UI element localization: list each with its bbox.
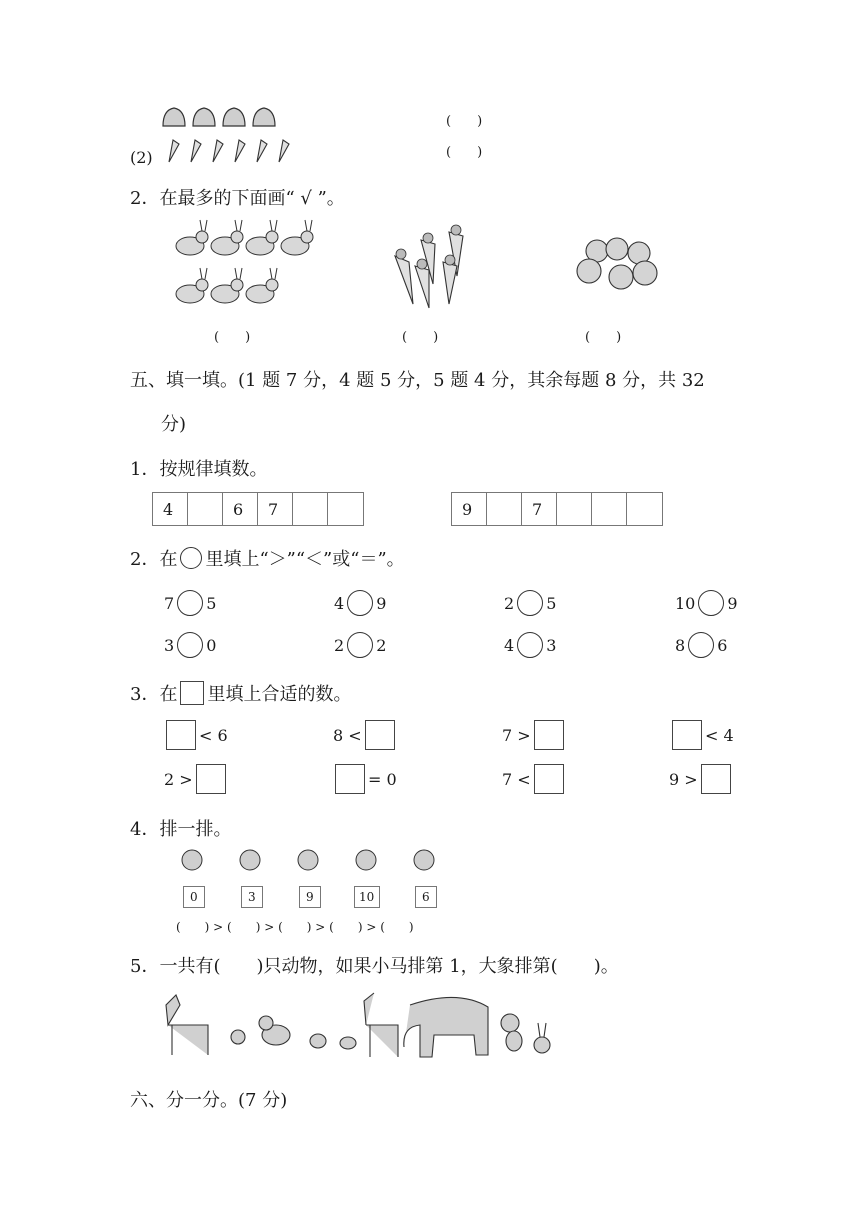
monkey-sign: 10 [354,886,380,908]
fill-item: 2 > [164,764,229,794]
question-3-title [130,680,351,706]
seq-cell[interactable] [556,492,592,526]
monkey-sign: 9 [299,886,321,908]
seq-cell[interactable] [187,492,223,526]
question-2-title-post: 里填上“＞”“＜”或“＝”。 [205,549,405,570]
monkey-sign: 0 [183,886,205,908]
label-2: (2) [130,148,153,167]
carrot-icon-group [385,226,485,316]
question-4-title: 4．排一排。 [130,819,232,840]
answer-box[interactable] [534,720,564,750]
answer-paren-apples[interactable]: ( ) [585,330,622,345]
answer-box[interactable] [534,764,564,794]
question-1-title: 1．按规律填数。 [130,459,268,480]
peach-icon-group [160,104,300,134]
question-2-title-pre: 2．在 [130,549,178,570]
compare-circle[interactable] [177,590,203,616]
compare-item: 2 2 [334,632,386,658]
monkey-sign: 3 [241,886,263,908]
seq-cell[interactable]: 9 [451,492,487,526]
question-3-title-post: 里填上合适的数。 [207,684,352,705]
circle-icon [180,547,202,569]
seq-cell[interactable] [327,492,364,526]
section-5-title: 五、填一填。(1 题 7 分，4 题 5 分，5 题 4 分，其余每题 8 分，共 32 [130,370,705,391]
monkey-icon [170,848,460,888]
question-2-title [130,545,405,571]
fill-item: < 6 [163,720,228,750]
compare-item: 10 9 [675,590,738,616]
answer-box[interactable] [701,764,731,794]
compare-item: 4 9 [334,590,386,616]
compare-circle[interactable] [347,632,373,658]
rabbit-icon-group [170,224,320,314]
section-6-title: 六、分一分。(7 分) [130,1090,288,1111]
apple-icon-group [575,237,665,297]
answer-box[interactable] [365,720,395,750]
answer-box[interactable] [335,764,365,794]
monkey-row [170,848,460,913]
compare-circle[interactable] [517,590,543,616]
seq-cell[interactable] [626,492,663,526]
carrot-icon-group [165,136,305,166]
compare-item: 4 3 [504,632,556,658]
compare-circle[interactable] [177,632,203,658]
seq-cell[interactable]: 6 [222,492,258,526]
paren-a[interactable]: ( ) [446,114,483,129]
answer-box[interactable] [672,720,702,750]
monkey-sign: 6 [415,886,437,908]
seq-cell[interactable]: 7 [257,492,293,526]
answer-paren-carrots[interactable]: ( ) [402,330,439,345]
sequence-row-a [152,492,364,526]
animal-lineup-icon [158,985,558,1065]
seq-cell[interactable] [486,492,522,526]
fill-item: 7 > [502,720,567,750]
answer-box[interactable] [196,764,226,794]
square-icon [180,681,204,705]
answer-paren-rabbits[interactable]: ( ) [214,330,251,345]
question-5-title: 5．一共有( )只动物，如果小马排第 1，大象排第( )。 [130,956,619,977]
compare-item: 8 6 [675,632,727,658]
section-5-title-cont: 分) [161,414,187,435]
fill-item: = 0 [332,764,397,794]
seq-cell[interactable] [292,492,328,526]
compare-item: 2 5 [504,590,556,616]
seq-cell[interactable]: 7 [521,492,557,526]
compare-circle[interactable] [688,632,714,658]
question-3-title-pre: 3．在 [130,684,178,705]
rank-line[interactable]: ( ) > ( ) > ( ) > ( ) > ( ) [176,920,414,934]
compare-circle[interactable] [347,590,373,616]
paren-b[interactable]: ( ) [446,145,483,160]
answer-box[interactable] [166,720,196,750]
fill-item: 8 < [333,720,398,750]
fill-item: 9 > [669,764,734,794]
compare-circle[interactable] [517,632,543,658]
compare-circle[interactable] [698,590,724,616]
fill-item: 7 < [502,764,567,794]
seq-cell[interactable]: 4 [152,492,188,526]
fill-item: < 4 [669,720,734,750]
compare-item: 3 0 [164,632,216,658]
seq-cell[interactable] [591,492,627,526]
sequence-row-b [451,492,663,526]
compare-item: 7 5 [164,590,216,616]
question-2-most: 2．在最多的下面画“ √ ”。 [130,188,345,209]
